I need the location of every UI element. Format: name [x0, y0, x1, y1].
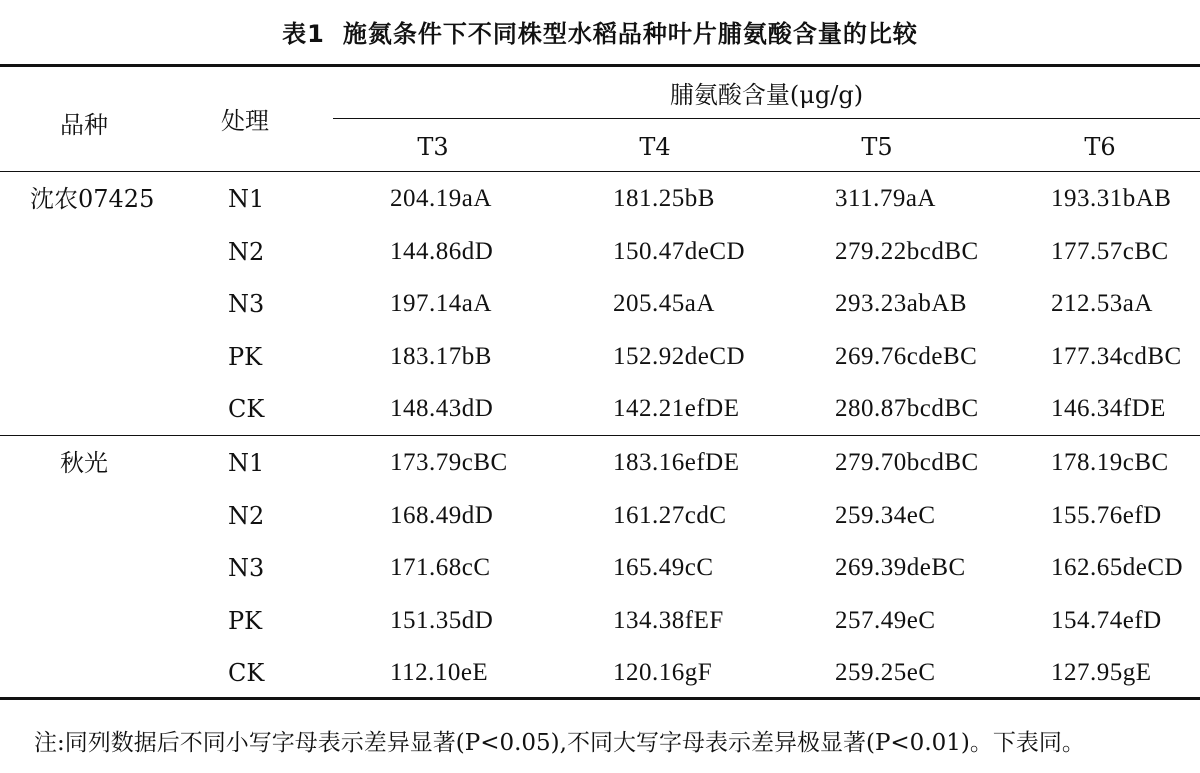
value-cell: 197.14aA — [390, 290, 492, 317]
value-cell: 259.34eC — [835, 502, 936, 529]
header-stage-t5: T5 — [861, 133, 893, 161]
group-header-rule — [333, 118, 1200, 119]
header-proline-content: 脯氨酸含量(μg/g) — [669, 81, 864, 109]
value-cell: 154.74efD — [1051, 607, 1162, 634]
value-cell: 311.79aA — [835, 185, 936, 212]
treatment-cell: N1 — [228, 185, 265, 213]
value-cell: 193.31bAB — [1051, 185, 1172, 212]
value-cell: 151.35dD — [390, 607, 494, 634]
value-cell: 183.17bB — [390, 343, 492, 370]
value-cell: 148.43dD — [390, 395, 494, 422]
value-cell: 112.10eE — [390, 659, 489, 686]
header-stage-t3: T3 — [417, 133, 449, 161]
value-cell: 269.76cdeBC — [835, 343, 978, 370]
header-variety: 品种 — [60, 111, 108, 139]
value-cell: 152.92deCD — [613, 343, 746, 370]
value-cell: 155.76efD — [1051, 502, 1162, 529]
value-cell: 120.16gF — [613, 659, 713, 686]
treatment-cell: N1 — [228, 449, 265, 477]
value-cell: 134.38fEF — [613, 607, 724, 634]
value-cell: 144.86dD — [390, 238, 494, 265]
bottom-rule — [0, 697, 1200, 700]
value-cell: 204.19aA — [390, 185, 492, 212]
treatment-cell: CK — [228, 659, 265, 687]
value-cell: 146.34fDE — [1051, 395, 1166, 422]
treatment-cell: N2 — [228, 502, 265, 530]
table-number: 表1 — [282, 20, 325, 48]
table-caption: 施氮条件下不同株型水稻品种叶片脯氨酸含量的比较 — [342, 20, 918, 48]
value-cell: 177.57cBC — [1051, 238, 1169, 265]
group-divider-rule — [0, 435, 1200, 436]
value-cell: 127.95gE — [1051, 659, 1152, 686]
table-title — [0, 14, 1200, 49]
header-stage-t4: T4 — [639, 133, 671, 161]
header-stage-t6: T6 — [1084, 133, 1116, 161]
value-cell: 293.23abAB — [835, 290, 968, 317]
value-cell: 279.22bcdBC — [835, 238, 979, 265]
table-note: 注:同列数据后不同小写字母表示差异显著(P<0.05),不同大写字母表示差异极显著(P<0.01)。下表同。 — [34, 730, 1085, 756]
value-cell: 257.49eC — [835, 607, 936, 634]
value-cell: 279.70bcdBC — [835, 449, 979, 476]
value-cell: 205.45aA — [613, 290, 715, 317]
value-cell: 173.79cBC — [390, 449, 508, 476]
treatment-cell: CK — [228, 395, 265, 423]
value-cell: 212.53aA — [1051, 290, 1153, 317]
value-cell: 165.49cC — [613, 554, 714, 581]
treatment-cell: N2 — [228, 238, 265, 266]
value-cell: 162.65deCD — [1051, 554, 1184, 581]
top-rule — [0, 64, 1200, 67]
header-rule — [0, 171, 1200, 172]
value-cell: 168.49dD — [390, 502, 494, 529]
value-cell: 269.39deBC — [835, 554, 966, 581]
value-cell: 161.27cdC — [613, 502, 727, 529]
treatment-cell: N3 — [228, 554, 265, 582]
value-cell: 150.47deCD — [613, 238, 746, 265]
variety-name: 秋光 — [60, 449, 108, 477]
value-cell: 259.25eC — [835, 659, 936, 686]
value-cell: 171.68cC — [390, 554, 491, 581]
value-cell: 280.87bcdBC — [835, 395, 979, 422]
variety-name: 沈农07425 — [30, 185, 155, 213]
treatment-cell: N3 — [228, 290, 265, 318]
header-treatment: 处理 — [221, 107, 269, 135]
value-cell: 183.16efDE — [613, 449, 740, 476]
value-cell: 142.21efDE — [613, 395, 740, 422]
value-cell: 178.19cBC — [1051, 449, 1169, 476]
treatment-cell: PK — [228, 607, 263, 635]
treatment-cell: PK — [228, 343, 263, 371]
value-cell: 181.25bB — [613, 185, 715, 212]
value-cell: 177.34cdBC — [1051, 343, 1182, 370]
